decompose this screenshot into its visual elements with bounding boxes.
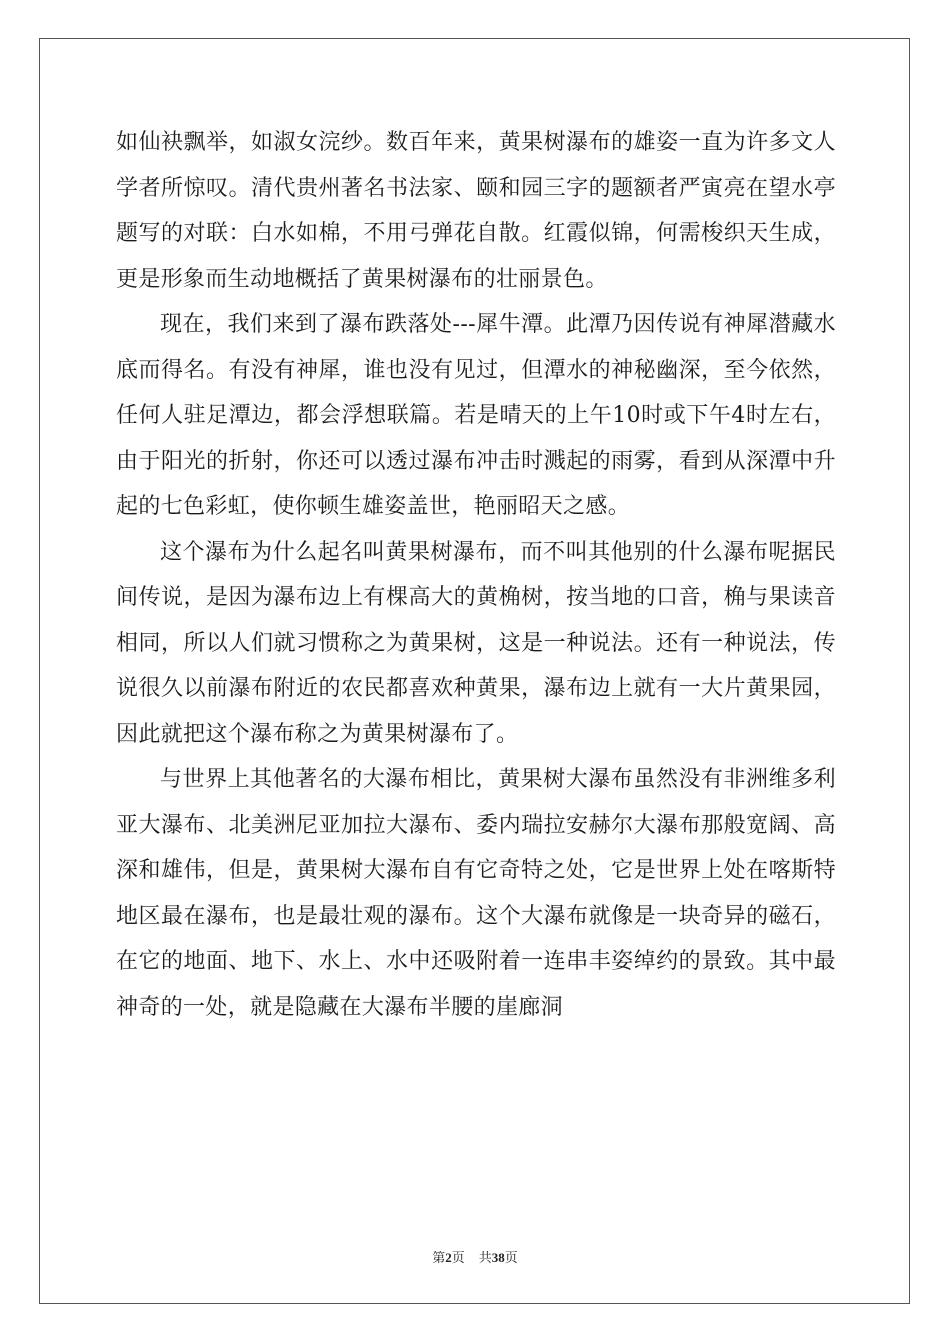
- page-prefix: 第: [432, 1250, 446, 1265]
- page-suffix: 页: [451, 1250, 465, 1265]
- paragraph-3: 这个瀑布为什么起名叫黄果树瀑布，而不叫其他别的什么瀑布呢据民间传说，是因为瀑布边上有棵高大的黄桷树，按当地的口音，桷与果读音相同，所以人们就习惯称之为黄果树，这是一种说法。还有一种说法，传说很久以前瀑布附近的农民都喜欢种黄果，瀑布边上就有一大片黄果园，因此就把这个瀑布称之为黄果树瀑布了。: [116, 539, 836, 747]
- paragraph-4: 与世界上其他著名的大瀑布相比，黄果树大瀑布虽然没有非洲维多利亚大瀑布、北美洲尼亚加拉大瀑布、委内瑞拉安赫尔大瀑布那般宽阔、高深和雄伟，但是，黄果树大瀑布自有它奇特之处，它是世界上处在喀斯特地区最在瀑布，也是最壮观的瀑布。这个大瀑布就像是一块奇异的磁石，在它的地面、地下、水上、水中还吸附着一连串丰姿绰约的景致。其中最神奇的一处，就是隐藏在大瀑布半腰的崖廊洞: [116, 767, 836, 1020]
- paragraph-1: 如仙袂飘举，如淑女浣纱。数百年来，黄果树瀑布的雄姿一直为许多文人学者所惊叹。清代贵州著名书法家、颐和园三字的题额者严寅亮在望水亭题写的对联：白水如棉，不用弓弹花自散。红霞似锦，何需梭织天生成，更是形象而生动地概括了黄果树瀑布的壮丽景色。: [116, 130, 836, 292]
- total-pages: 38: [491, 1250, 505, 1265]
- document-body: [116, 120, 836, 1030]
- paragraph-2: 现在，我们来到了瀑布跌落处---犀牛潭。此潭乃因传说有神犀潜藏水底而得名。有没有神犀，谁也没有见过，但潭水的神秘幽深，至今依然，任何人驻足潭边，都会浮想联篇。若是晴天的上午10时或下午4时左右，由于阳光的折射，你还可以透过瀑布冲击时溅起的雨雾，看到从深潭中升起的七色彩虹，使你顿生雄姿盖世，艳丽昭天之感。: [116, 312, 836, 519]
- page-footer: [0, 1247, 950, 1266]
- total-suffix: 页: [504, 1250, 518, 1265]
- total-prefix: 共: [478, 1250, 492, 1265]
- page-number: 2: [445, 1250, 452, 1265]
